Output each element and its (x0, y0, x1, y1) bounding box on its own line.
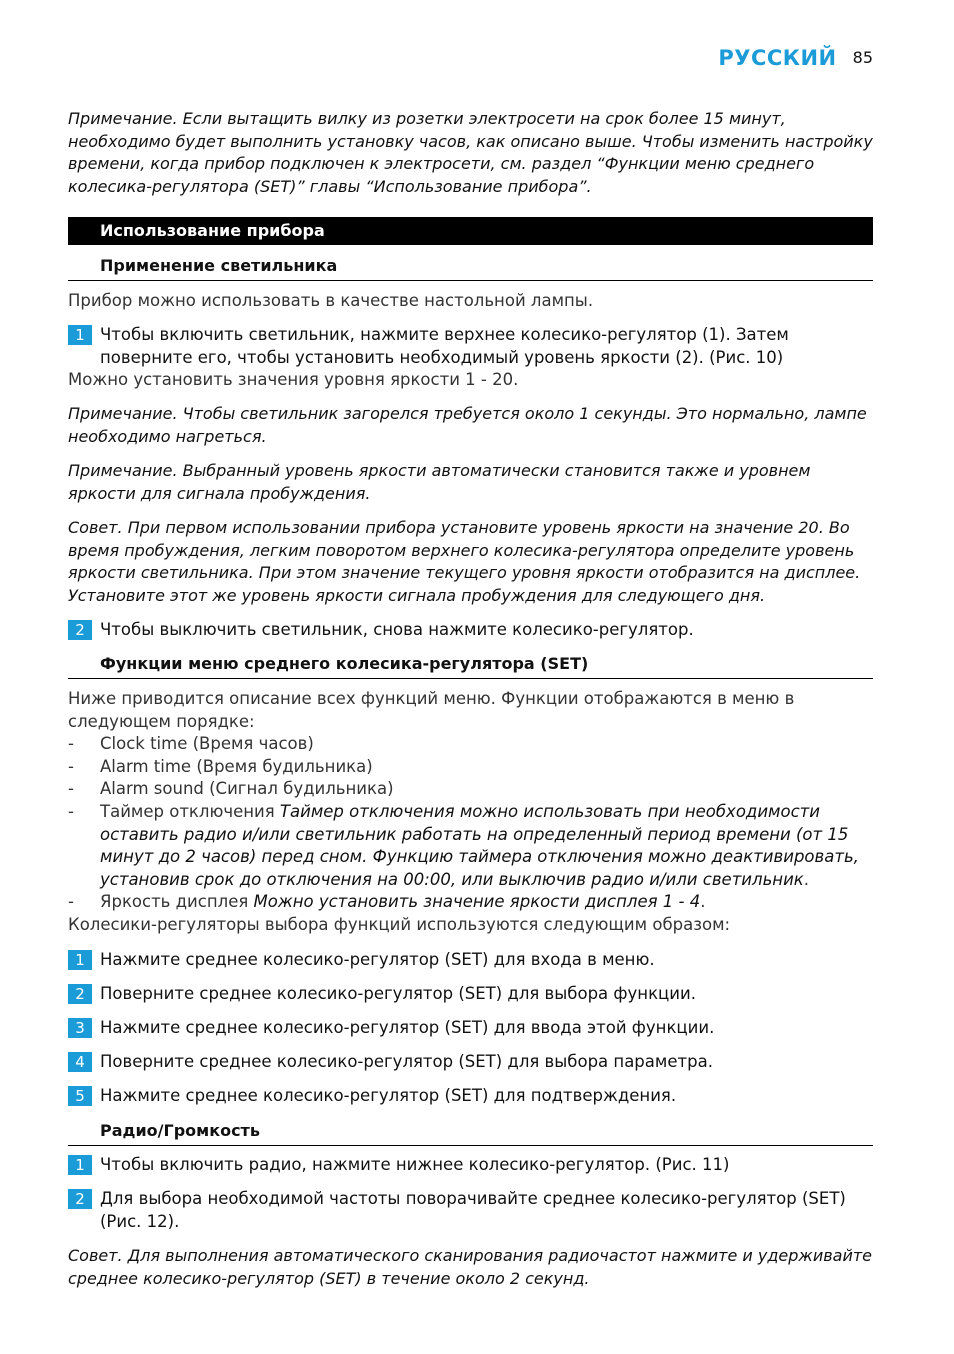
step-text: Для выбора необходимой частоты поворачивайте среднее колесико-регулятор (SET) (Рис. 12). (100, 1189, 846, 1231)
step-number-badge: 1 (68, 325, 92, 345)
radio-step-1 (68, 1154, 873, 1177)
page-number: 85 (852, 48, 873, 67)
menu-step (68, 1085, 873, 1108)
step-number-badge: 1 (68, 950, 92, 970)
intro-note: Примечание. Если вытащить вилку из розетки электросети на срок более 15 минут, необходимо будет выполнить установку часов, как описано выше. Чтобы изменить настройку времени, когда прибор подключен к электросети, см. раздел “Функции меню среднего колесика-регулятора (SET)” главы “Использование прибора”. (68, 109, 873, 196)
radio-heading: Радио/Громкость (68, 1120, 873, 1146)
step-number-badge: 4 (68, 1052, 92, 1072)
menu-step (68, 1017, 873, 1040)
step-number-badge: 5 (68, 1086, 92, 1106)
menu-heading: Функции меню среднего колесика-регулятора (SET) (68, 653, 873, 679)
step-number-badge: 2 (68, 620, 92, 640)
lamp-note-2: Примечание. Выбранный уровень яркости автоматически становится также и уровнем яркости для сигнала пробуждения. (68, 461, 811, 503)
brightness-range: Можно установить значения уровня яркости 1 - 20. (68, 370, 519, 389)
lamp-note-1: Примечание. Чтобы светильник загорелся требуется около 1 секунды. Это нормально, лампе необходимо нагреться. (68, 404, 867, 446)
menu-step (68, 1051, 873, 1074)
step-number-badge: 2 (68, 984, 92, 1004)
step-number-badge: 3 (68, 1018, 92, 1038)
lamp-intro: Прибор можно использовать в качестве настольной лампы. (68, 291, 594, 310)
menu-list-item: - Clock time (Время часов) (68, 734, 314, 753)
page-header (68, 46, 873, 70)
menu-list-item: - Alarm time (Время будильника) (68, 757, 373, 776)
menu-list-item: - Яркость дисплея Можно установить значение яркости дисплея 1 - 4. (68, 892, 706, 911)
language-label: РУССКИЙ (718, 46, 837, 70)
radio-tip: Совет. Для выполнения автоматического сканирования радиочастот нажмите и удерживайте среднее колесико-регулятор (SET) в течение около 2 секунд. (68, 1246, 873, 1288)
step-text: Нажмите среднее колесико-регулятор (SET) для подтверждения. (100, 1086, 677, 1105)
radio-step-2 (68, 1188, 873, 1233)
lamp-step-1 (68, 324, 873, 369)
section-bar (68, 217, 873, 245)
menu-list-item: - Таймер отключения Таймер отключения можно использовать при необходимости оставить радио и/или светильник работать на определенный период времени (от 15 минут до 2 часов) перед сном. Функцию таймера отключения можно деактивировать, установив срок до отключения на 00:00, или выключив радио и/или светильник. (68, 802, 859, 889)
menu-step (68, 949, 873, 972)
step-text: Нажмите среднее колесико-регулятор (SET) для ввода этой функции. (100, 1018, 715, 1037)
lamp-heading: Применение светильника (68, 255, 873, 281)
lamp-tip: Совет. При первом использовании прибора установите уровень яркости на значение 20. Во время пробуждения, легким поворотом верхнего колесика-регулятора определите уровень яркости светильника. При этом значение текущего уровня яркости отобразится на дисплее. Установите этот же уровень яркости сигнала пробуждения для следующего дня. (68, 518, 861, 605)
step-text: Нажмите среднее колесико-регулятор (SET) для входа в меню. (100, 950, 655, 969)
menu-step (68, 983, 873, 1006)
menu-list-item: - Alarm sound (Сигнал будильника) (68, 779, 394, 798)
menu-intro: Ниже приводится описание всех функций меню. Функции отображаются в меню в следующем порядке: (68, 689, 795, 731)
step-number-badge: 2 (68, 1189, 92, 1209)
step-text: Чтобы выключить светильник, снова нажмите колесико-регулятор. (100, 620, 694, 639)
step-text: Поверните среднее колесико-регулятор (SET) для выбора параметра. (100, 1052, 713, 1071)
step-number-badge: 1 (68, 1155, 92, 1175)
step-text: Чтобы включить светильник, нажмите верхнее колесико-регулятор (1). Затем поверните его, чтобы установить необходимый уровень яркости (2). (Рис. 10) (100, 325, 789, 367)
lamp-step-2 (68, 619, 873, 642)
step-text: Чтобы включить радио, нажмите нижнее колесико-регулятор. (Рис. 11) (100, 1155, 730, 1174)
section-title: Использование прибора (100, 221, 325, 240)
menu-usage: Колесики-регуляторы выбора функций используются следующим образом: (68, 915, 731, 934)
step-text: Поверните среднее колесико-регулятор (SET) для выбора функции. (100, 984, 696, 1003)
